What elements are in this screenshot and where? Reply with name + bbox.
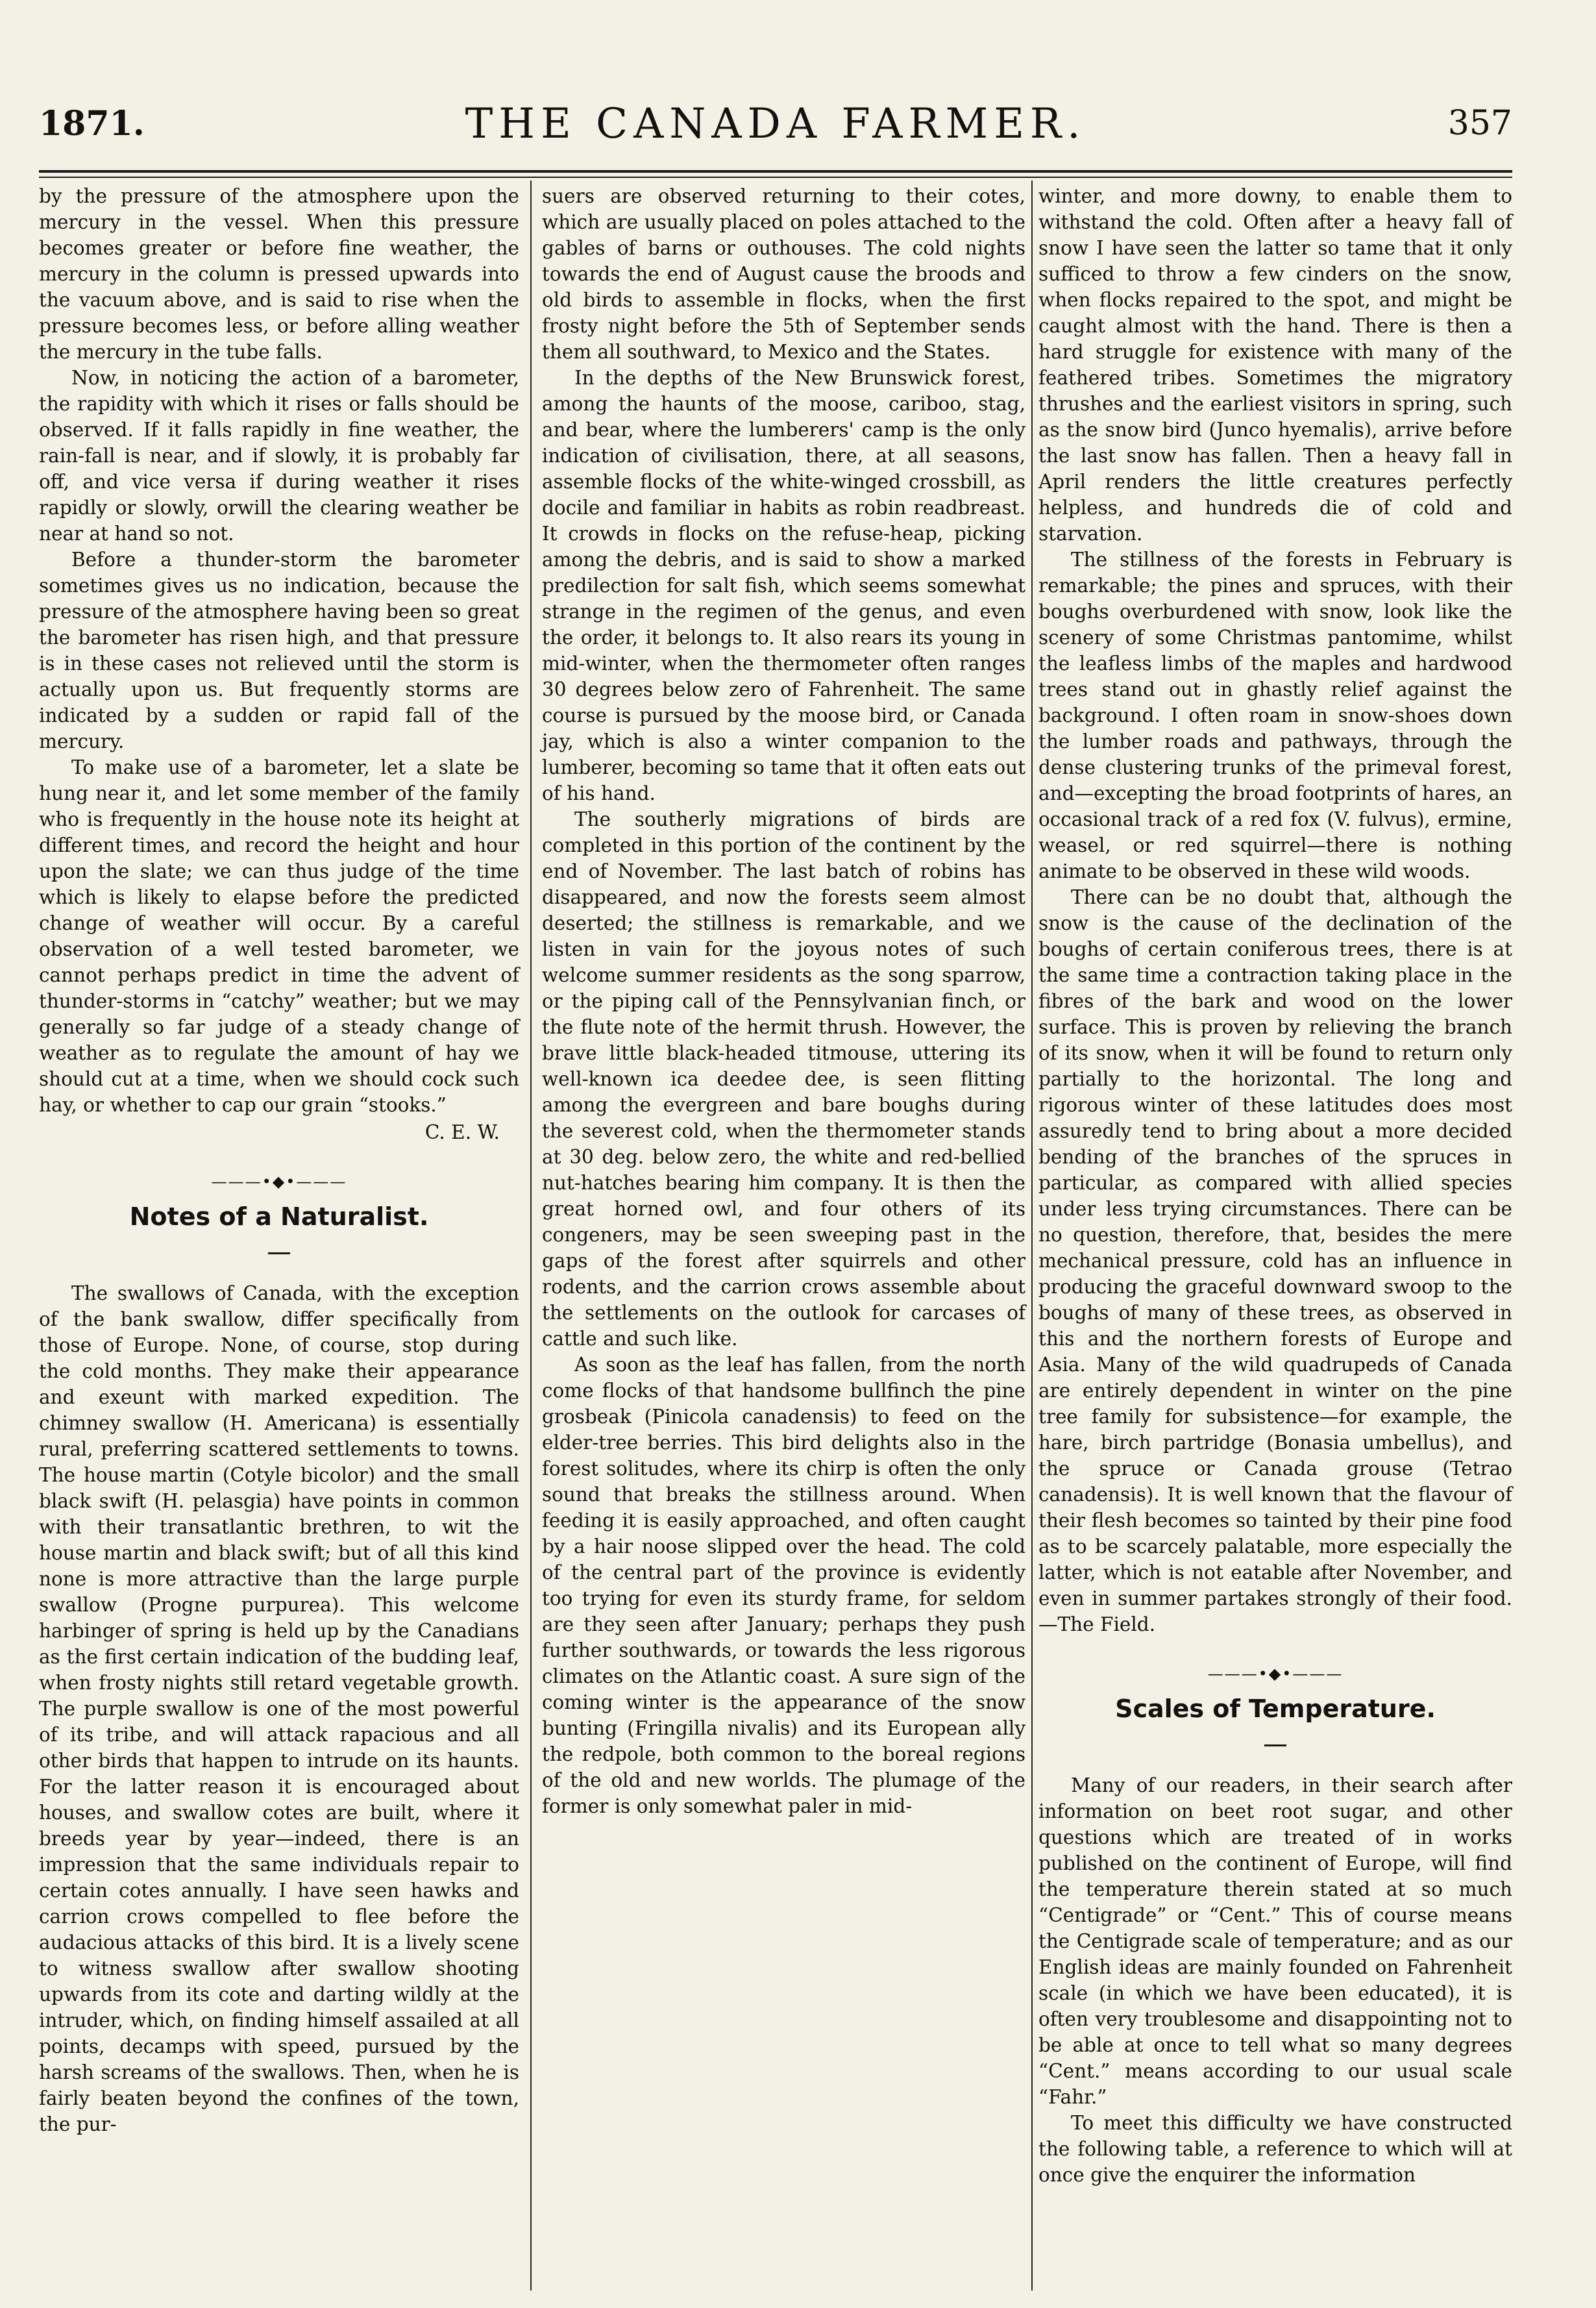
paragraph: The stillness of the forests in February is remarkable; the pines and spruces, with their boughs overburdened with snow, look like the scenery of some Christmas pantomime, whilst the leafless limbs of the maples and hardwood trees stand out in ghastly relief against the background. I often roam in snow-shoes down the lumber roads and pathways, through the dense clustering trunks of the primeval forest, and—excepting the broad footprints of hares, an occasional track of a red fox (V. fulvus), ermine, weasel, or red squirrel—there is nothing animate to be observed in these wild woods. xyxy=(1038,549,1512,882)
title-dash xyxy=(1038,1727,1512,1753)
column-2 xyxy=(542,183,1025,1819)
header-rule-thin xyxy=(39,177,1512,178)
column-divider xyxy=(530,180,532,2290)
paragraph: Before a thunder-storm the barometer sometimes gives us no indication, because the pressure of the atmosphere having been so great the barometer has risen high, and that pressure is in these cases not relieved until the storm is actually upon us. But frequently storms are indicated by a sudden or rapid fall of the mercury. xyxy=(39,549,519,752)
newspaper-title: THE CANADA FARMER. xyxy=(465,100,1087,148)
paragraph: Many of our readers, in their search after information on beet root sugar, and other questions which are treated of in works published on the continent of Europe, will find the temperature therein stated at so much “Centigrade” or “Cent.” This of course means the Centigrade scale of temperature; and as our English ideas are mainly founded on Fahrenheit scale (in which we have been educated), it is often very troublesome and disappointing not to be able at once to tell what so many degrees “Cent.” means according to our usual scale “Fahr.” xyxy=(1038,1774,1512,2108)
paragraph: The swallows of Canada, with the exception of the bank swallow, differ specifically from those of Europe. None, of course, stop during the cold months. They make their appearance and exeunt with marked expedition. The chimney swallow (H. Americana) is essentially rural, preferring scattered settlements to towns. The house martin (Cotyle bicolor) and the small black swift (H. pelasgia) have points in common with their transatlantic brethren, to wit the house martin and black swift; but of all this kind none is more attractive than the large purple swallow (Progne purpurea). This welcome harbinger of spring is held up by the Canadians as the first certain indication of the budding leaf, when frosty nights still retard vegetable growth. The purple swallow is one of the most powerful of its tribe, and will attack rapacious and all other birds that happen to intrude on its haunts. For the latter reason it is encouraged about houses, and swallow cotes are built, where it breeds year by year—indeed, there is an impression that the same individuals repair to certain cotes annually. I have seen hawks and carrion crows compelled to flee before the audacious attacks of this bird. It is a lively scene to witness swallow after swallow shooting upwards from its cote and darting wildly at the intruder, which, on finding himself assailed at all points, decamps with speed, pursued by the harsh screams of the swallows. Then, when he is fairly beaten beyond the confines of the town, the pur- xyxy=(39,1282,519,2135)
column-1 xyxy=(39,183,519,2137)
section-title: Notes of a Naturalist. xyxy=(129,1202,429,1231)
ornament-divider: ———•◆•——— xyxy=(1207,1665,1344,1683)
paragraph: As soon as the leaf has fallen, from the north come flocks of that handsome bullfinch the pine grosbeak (Pinicola canadensis) to feed on the elder-tree berries. This bird delights also in the forest solitudes, where its chirp is often the only sound that breaks the stillness around. When feeding it is easily approached, and often caught by a hair noose slipped over the head. The cold of the central part of the province is evidently too trying for even its sturdy frame, for seldom are they seen after January; perhaps they push further southwards, or towards the less rigorous climates on the Atlantic coast. A sure sign of the coming winter is the appearance of the snow bunting (Fringilla nivalis) and its European ally the redpole, both common to the boreal regions of the old and new worlds. The plumage of the former is only somewhat paler in mid- xyxy=(542,1354,1025,1817)
paragraph: by the pressure of the atmosphere upon the mercury in the vessel. When this pressure becomes greater or before fine weather, the mercury in the column is pressed upwards into the vacuum above, and is said to rise when the pressure becomes less, or before alling weather the mercury in the tube falls. xyxy=(39,185,519,363)
column-divider xyxy=(1031,180,1033,2290)
paragraph: Now, in noticing the action of a barometer, the rapidity with which it rises or falls should be observed. If it falls rapidly in fine weather, the rain-fall is near, and if slowly, it is probably far off, and vice versa if during weather it rises rapidly or slowly, orwill the clearing weather be near at hand so not. xyxy=(39,367,519,545)
page-year: 1871. xyxy=(39,104,145,143)
paragraph: To meet this difficulty we have constructed the following table, a reference to which will at once give the enquirer the information xyxy=(1038,2112,1512,2186)
page-number: 357 xyxy=(1447,104,1512,143)
title-dash xyxy=(39,1235,519,1261)
paragraph: To make use of a barometer, let a slate be hung near it, and let some member of the family who is frequently in the house note its height at different times, and record the height and hour upon the slate; we can thus judge of the time which is likely to elapse before the predicted change of weather will occur. By a careful observation of a well tested barometer, we cannot perhaps predict in time the advent of thunder-storms in “catchy” weather; but we may generally so far judge of a steady change of weather as to regulate the amount of hay we should cut at a time, when we should cock such hay, or whether to cap our grain “stooks.” xyxy=(39,756,519,1116)
paragraph: winter, and more downy, to enable them to withstand the cold. Often after a heavy fall of snow I have seen the latter so tame that it only sufficed to throw a few cinders on the snow, when flocks repaired to the spot, and might be caught almost with the hand. There is then a hard struggle for existence with many of the feathered tribes. Sometimes the migratory thrushes and the earliest visitors in spring, such as the snow bird (Junco hyemalis), arrive before the last snow has fallen. Then a heavy fall in April renders the little creatures perfectly helpless, and hundreds die of cold and starvation. xyxy=(1038,185,1512,545)
section-title: Scales of Temperature. xyxy=(1115,1694,1436,1723)
header-rule xyxy=(39,170,1512,173)
paragraph: The southerly migrations of birds are completed in this portion of the continent by the end of November. The last batch of robins has disappeared, and now the forests seem almost deserted; the stillness is remarkable, and we listen in vain for the joyous notes of such welcome summer residents as the song sparrow, or the piping call of the Pennsylvanian finch, or the flute note of the hermit thrush. However, the brave little black-headed titmouse, uttering its well-known ica deedee dee, is seen flitting among the evergreen and bare boughs during the severest cold, when the thermometer stands at 30 deg. below zero, the white and red-bellied nut-hatches bearing him company. It is then the great horned owl, and four others of its congeners, may be seen sweeping past in the gaps of the forest after squirrels and other rodents, and the carrion crows assemble about the settlements on the outlook for carcases of cattle and such like. xyxy=(542,808,1025,1350)
paragraph: suers are observed returning to their cotes, which are usually placed on poles attached to the gables of barns or outhouses. The cold nights towards the end of August cause the broods and old birds to assemble in flocks, when the first frosty night before the 5th of September sends them all southward, to Mexico and the States. xyxy=(542,185,1025,363)
author-signature: C. E. W. xyxy=(424,1121,500,1143)
column-3 xyxy=(1038,183,1512,2188)
paragraph: There can be no doubt that, although the snow is the cause of the declination of the boughs of certain coniferous trees, there is at the same time a contraction taking place in the fibres of the bark and wood on the lower surface. This is proven by relieving the branch of its snow, when it will be found to return only partially to the horizontal. The long and rigorous winter of these latitudes does most assuredly tend to bring about a more decided bending of the branches of the spruces in particular, as compared with allied species under less trying circumstances. There can be no question, therefore, that, besides the mere mechanical pressure, cold has an influence in producing the graceful downward swoop to the boughs of many of these trees, as observed in this and the northern forests of Europe and Asia. Many of the wild quadrupeds of Canada are entirely dependent in winter on the pine tree family for subsistence—for example, the hare, birch partridge (Bonasia umbellus), and the spruce or Canada grouse (Tetrao canadensis). It is well known that the flavour of their flesh becomes so tainted by their pine food as to be scarcely palatable, more especially the latter, which is not eatable after November, and even in summer partakes strongly of their food.—The Field. xyxy=(1038,886,1512,1635)
paragraph: In the depths of the New Brunswick forest, among the haunts of the moose, cariboo, stag, and bear, where the lumberers' camp is the only indication of civilisation, there, at all seasons, assemble flocks of the white-winged crossbill, as docile and familiar in habits as robin readbreast. It crowds in flocks on the refuse-heap, picking among the debris, and is said to show a marked predilection for salt fish, which seems somewhat strange in the regimen of the genus, and even the order, it belongs to. It also rears its young in mid-winter, when the thermometer often ranges 30 degrees below zero of Fahrenheit. The same course is pursued by the moose bird, or Canada jay, which is also a winter companion to the lumberer, becoming so tame that it often eats out of his hand. xyxy=(542,367,1025,804)
page-header xyxy=(39,100,1512,156)
ornament-divider: ———•◆•——— xyxy=(211,1173,347,1191)
